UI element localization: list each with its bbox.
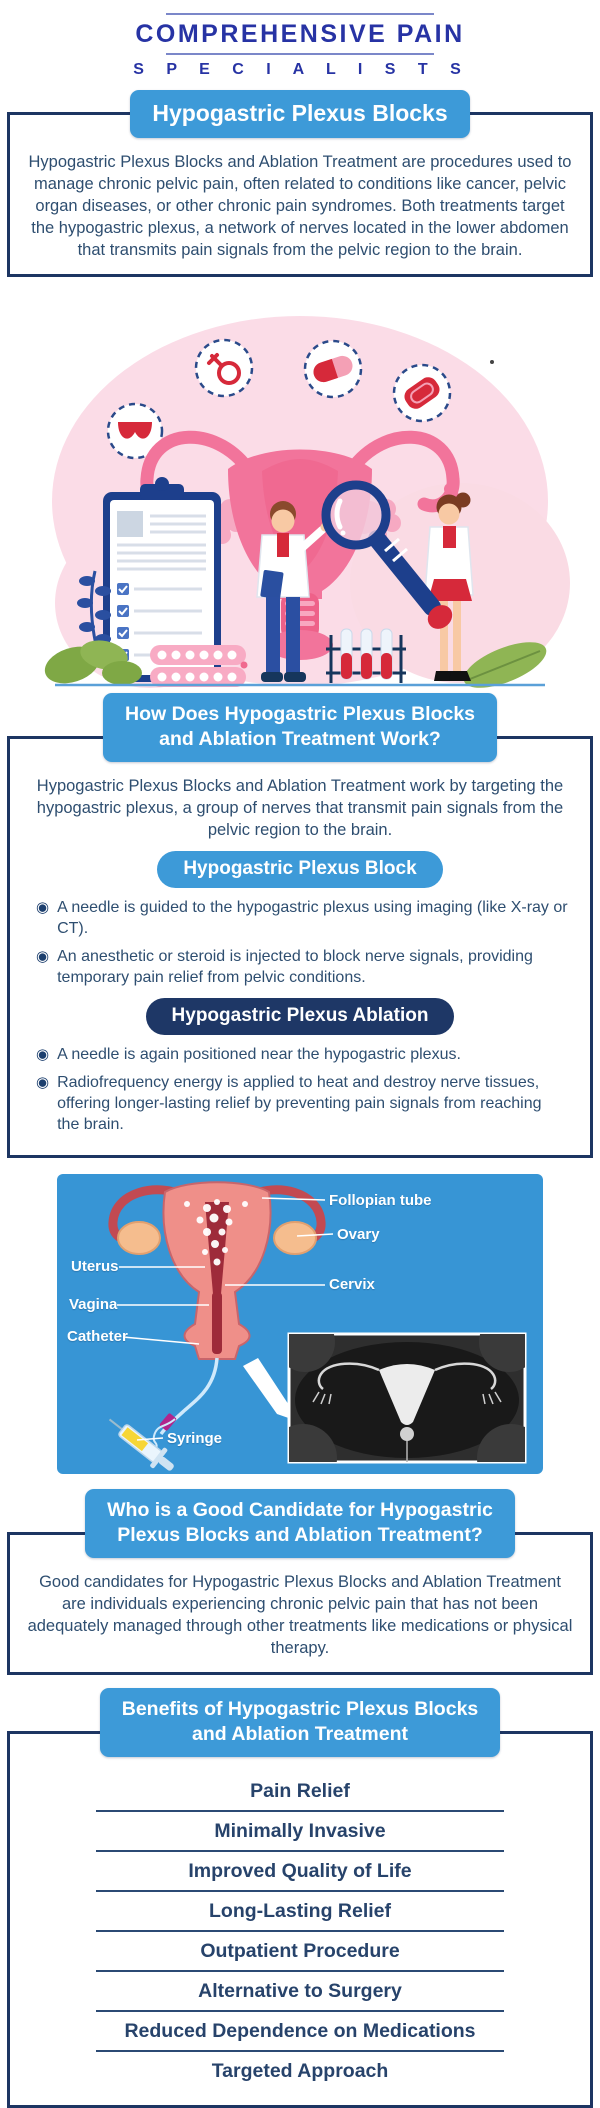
- list-item: Improved Quality of Life: [188, 1860, 412, 1882]
- list-item: Long-Lasting Relief: [209, 1900, 391, 1922]
- anatomy-diagram-panel: [57, 1174, 543, 1474]
- list-item: [36, 1072, 568, 1135]
- ablation-points: [36, 1044, 568, 1135]
- candidate-paragraph: Good candidates for Hypogastric Plexus Blocks and Ablation Treatment are individuals experiencing chronic pelvic pain that has not been adequately managed through other treatments like medications or physical therapy.: [27, 1573, 573, 1657]
- list-item: Outpatient Procedure: [200, 1940, 400, 1962]
- bullet-icon: ◉: [36, 1074, 50, 1091]
- list-item: [36, 1044, 568, 1065]
- section-benefits: [0, 1688, 600, 2108]
- how-box: [7, 736, 593, 1158]
- intro-paragraph: Hypogastric Plexus Blocks and Ablation Treatment are procedures used to manage chronic pelvic pain, often related to conditions like cancer, pelvic organ diseases, or other chronic pain syndromes. Both treatments target the hypogastric plexus, a network of nerves located in the lower abdomen that transmits pain signals from the pelvic region to the brain.: [28, 153, 572, 259]
- section-candidate: [0, 1489, 600, 1675]
- list-item: Minimally Invasive: [214, 1820, 386, 1842]
- uterus-diagram: [113, 1182, 321, 1359]
- banner-text-line1: Who is a Good Candidate for Hypogastric: [107, 1499, 493, 1521]
- bullet-text: A needle is guided to the hypogastric plexus using imaging (like X-ray or CT).: [57, 899, 568, 937]
- list-item: [36, 897, 568, 939]
- banner-text-line2: Plexus Blocks and Ablation Treatment?: [117, 1524, 483, 1546]
- female-symbol-icon: [196, 340, 252, 396]
- label-fallopian-tube: Follopian tube: [329, 1192, 432, 1209]
- bullet-icon: ◉: [36, 948, 50, 965]
- list-item: Reduced Dependence on Medications: [124, 2020, 476, 2042]
- bullet-text: An anesthetic or steroid is injected to block nerve signals, providing temporary pain relief from pelvic conditions.: [57, 948, 533, 986]
- candidate-banner: [85, 1489, 515, 1558]
- capsule-icon: [305, 341, 361, 397]
- dot-accent: [490, 360, 494, 364]
- list-item: Alternative to Surgery: [198, 1980, 402, 2002]
- bullet-text: A needle is again positioned near the hypogastric plexus.: [57, 1046, 461, 1063]
- sanitary-pad-icon: [394, 365, 450, 421]
- block-points: [36, 897, 568, 988]
- section-title-banner: [130, 90, 469, 138]
- anatomy-diagram: [57, 1174, 543, 1474]
- bullet-icon: ◉: [36, 899, 50, 916]
- list-item: [36, 946, 568, 988]
- bullet-text: Radiofrequency energy is applied to heat and destroy nerve tissues, offering longer-lasting relief by preventing pain signals from reaching the brain.: [57, 1074, 542, 1133]
- bullet-icon: ◉: [36, 1046, 50, 1063]
- list-item: Pain Relief: [250, 1780, 350, 1802]
- section-how-it-works: [0, 693, 600, 1158]
- banner-text: Hypogastric Plexus Blocks: [152, 100, 448, 126]
- brand-name: COMPREHENSIVE PAIN: [135, 20, 465, 48]
- label-catheter: Catheter: [67, 1328, 128, 1345]
- benefits-box: [7, 1731, 593, 2108]
- list-item: Targeted Approach: [211, 2060, 389, 2082]
- brand-header: [0, 0, 600, 79]
- section-intro: [0, 90, 600, 277]
- label-uterus: Uterus: [71, 1258, 119, 1275]
- label-vagina: Vagina: [69, 1296, 118, 1313]
- banner-text-line2: and Ablation Treatment Work?: [159, 728, 441, 750]
- benefits-banner: [100, 1688, 501, 1757]
- how-banner: [103, 693, 497, 762]
- label-cervix: Cervix: [329, 1276, 375, 1293]
- banner-text-line1: Benefits of Hypogastric Plexus Blocks: [121, 1698, 479, 1720]
- label-ovary: Ovary: [337, 1226, 380, 1243]
- block-badge: Hypogastric Plexus Block: [157, 851, 442, 888]
- banner-text-line2: and Ablation Treatment: [192, 1723, 408, 1745]
- benefits-list: [26, 1770, 574, 2092]
- ablation-badge: Hypogastric Plexus Ablation: [146, 998, 455, 1035]
- label-syringe: Syringe: [167, 1430, 223, 1447]
- banner-text-line1: How Does Hypogastric Plexus Blocks: [124, 703, 476, 725]
- brand-subtitle: S P E C I A L I S T S: [133, 61, 470, 78]
- how-paragraph: Hypogastric Plexus Blocks and Ablation Treatment work by targeting the hypogastric plexus, a group of nerves that transmit pain signals from the pelvic region to the brain.: [36, 777, 564, 839]
- pelvic-illustration: [0, 283, 600, 687]
- xray-inset: [269, 1312, 545, 1492]
